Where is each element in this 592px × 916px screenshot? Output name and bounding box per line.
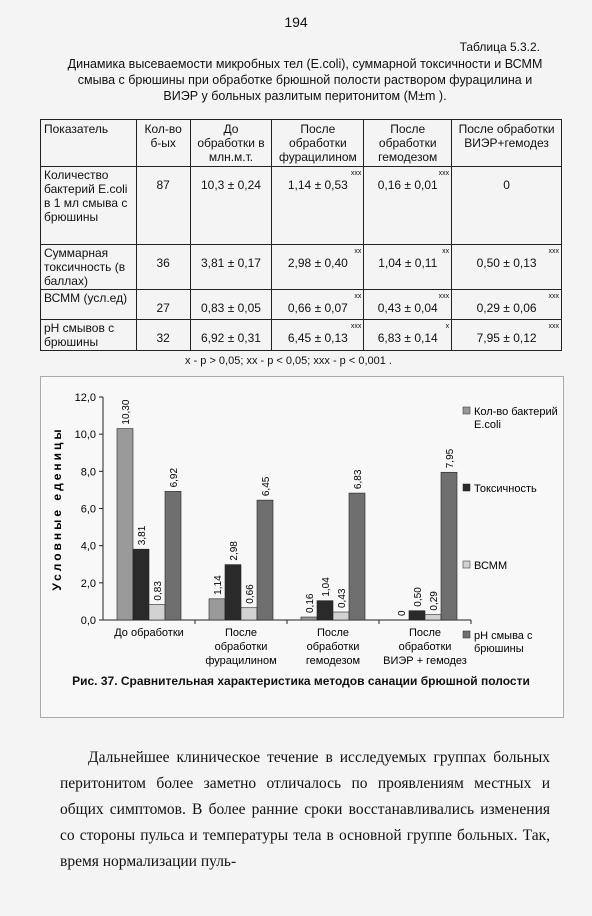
table-number: Таблица 5.3.2.: [459, 40, 540, 54]
cell-vier: xxx 0,50 ± 0,13: [452, 245, 562, 290]
data-label: 0,16: [305, 593, 316, 614]
cell-n: 36: [136, 245, 190, 290]
significance-mark: xxx: [548, 248, 559, 255]
table-row: [41, 290, 562, 320]
row-label: Суммарная токсичность (в баллах): [41, 245, 137, 290]
bar: [165, 491, 181, 620]
cell-n: 87: [136, 167, 190, 245]
significance-mark: xx: [354, 248, 362, 255]
data-label: 0,66: [245, 584, 256, 604]
cell-vier: xxx 7,95 ± 0,12: [452, 320, 562, 351]
cell-before: 10,3 ± 0,24: [190, 167, 272, 245]
significance-mark: xxx: [350, 170, 362, 177]
header-count: Кол-во б-ых: [136, 120, 190, 167]
legend-label: Кол-во бактерий E.coli: [474, 406, 558, 431]
header-hemodez: После обработки гемодезом: [364, 120, 452, 167]
bar: [301, 617, 317, 620]
figure-caption: Рис. 37. Сравнительная характеристика методов санации брюшной полости: [72, 674, 530, 688]
data-label: 0,83: [153, 581, 164, 601]
bar: [349, 493, 365, 620]
bar: [317, 601, 333, 620]
bar: [257, 500, 273, 620]
legend-label: pH смыва с брюшины: [474, 630, 533, 655]
y-tick-label: 0,0: [80, 615, 96, 627]
body-text: [60, 745, 550, 875]
data-label: 2,98: [229, 541, 240, 561]
row-label: Количество бактерий E.coli в 1 мл смыва с брюшины: [41, 167, 137, 245]
row-label: ВСММ (усл.ед): [41, 290, 137, 320]
cell-before: 3,81 ± 0,17: [190, 245, 272, 290]
cell-before: 0,83 ± 0,05: [190, 290, 272, 320]
data-label: 0: [397, 610, 408, 616]
y-tick-label: 2,0: [80, 577, 96, 590]
bar: [225, 565, 241, 620]
cell-hemodez: xxx 0,16 ± 0,01: [364, 167, 452, 245]
header-before: До обработки в млн.м.т.: [190, 120, 272, 167]
table-row: [41, 245, 562, 290]
significance-mark: xx: [442, 248, 450, 255]
y-axis-label: Условные еденицы: [50, 426, 64, 591]
figure-frame: [40, 376, 564, 718]
bar: [209, 599, 225, 620]
y-tick-label: 8,0: [80, 466, 96, 479]
data-label: 1,04: [321, 577, 332, 597]
cell-before: 6,92 ± 0,31: [190, 320, 272, 351]
bar: [425, 615, 441, 620]
data-label: 10,30: [121, 399, 132, 425]
x-category-label: До обработки: [114, 627, 184, 639]
x-category-label: После обработки фурацилином: [205, 627, 277, 667]
legend-swatch: [463, 631, 470, 638]
cell-furacilin: xxx 6,45 ± 0,13: [272, 320, 364, 351]
legend-label: Токсичность: [474, 483, 537, 495]
bar: [409, 611, 425, 620]
bar: [149, 605, 165, 620]
y-tick-label: 4,0: [80, 540, 96, 553]
data-label: 6,92: [169, 467, 180, 488]
cell-furacilin: xxx 1,14 ± 0,53: [272, 167, 364, 245]
data-label: 3,81: [137, 525, 148, 546]
y-tick-label: 6,0: [80, 503, 96, 516]
significance-mark: xxx: [350, 323, 362, 330]
table-footnote: x - p > 0,05; xx - p < 0,05; xxx - p < 0,001 .: [185, 355, 392, 367]
significance-mark: xxx: [438, 170, 450, 177]
data-table: [40, 119, 562, 351]
significance-mark: xxx: [548, 293, 559, 300]
data-label: 7,95: [445, 448, 456, 469]
data-label: 0,43: [337, 588, 348, 609]
cell-furacilin: xx 0,66 ± 0,07: [272, 290, 364, 320]
significance-mark: xxx: [438, 293, 450, 300]
cell-hemodez: x 6,83 ± 0,14: [364, 320, 452, 351]
header-vier: После обработки ВИЭР+гемодез: [452, 120, 562, 167]
legend-swatch: [463, 561, 470, 568]
cell-vier: xxx 0,29 ± 0,06: [452, 290, 562, 320]
bar: [441, 472, 457, 620]
bar-chart: [41, 377, 563, 717]
data-label: 6,45: [261, 476, 272, 497]
data-label: 0,50: [413, 587, 424, 607]
bar: [133, 549, 149, 620]
cell-hemodez: xxx 0,43 ± 0,04: [364, 290, 452, 320]
bar: [117, 429, 133, 620]
table-row: [41, 320, 562, 351]
page-number: 194: [284, 14, 308, 30]
cell-vier: 0: [452, 167, 562, 245]
legend-swatch: [463, 484, 470, 491]
data-label: 0,29: [429, 591, 440, 611]
table-header-row: [41, 120, 562, 167]
x-category-label: После обработки гемодезом: [305, 627, 361, 667]
y-tick-label: 10,0: [74, 429, 96, 442]
significance-mark: xxx: [548, 323, 559, 330]
data-label: 1,14: [213, 575, 224, 595]
cell-n: 32: [136, 320, 190, 351]
header-furacilin: После обработки фурацилином: [272, 120, 364, 167]
bar: [241, 608, 257, 620]
legend-swatch: [463, 407, 470, 414]
bar: [333, 612, 349, 620]
cell-n: 27: [136, 290, 190, 320]
table-caption: Динамика высеваемости микробных тел (E.coli), суммарной токсичности и ВСММ смыва с брюшины при обработке брюшной полости раствором фурацилина и ВИЭР у больных разлитым перитонитом (M±m ).: [67, 57, 543, 103]
row-label: pH смывов с брюшины: [41, 320, 137, 351]
y-tick-label: 12,0: [74, 392, 96, 404]
cell-furacilin: xx 2,98 ± 0,40: [272, 245, 364, 290]
body-paragraph: Дальнейшее клиническое течение в исследуемых группах больных перитонитом более заметно отличалось по проявлениям местных и общих симптомов. В более ранние сроки восстанавливались изменения со стороны пульса и температуры тела в основной группе больных. Так, время нормализации пуль-: [60, 749, 550, 870]
significance-mark: x: [445, 323, 450, 330]
x-category-label: После обработки ВИЭР + гемодез: [383, 627, 467, 667]
header-indicator: Показатель: [41, 120, 137, 167]
significance-mark: xx: [354, 293, 362, 300]
legend-label: ВСММ: [474, 560, 508, 572]
data-label: 6,83: [353, 469, 364, 490]
cell-hemodez: xx 1,04 ± 0,11: [364, 245, 452, 290]
table-row: [41, 167, 562, 245]
